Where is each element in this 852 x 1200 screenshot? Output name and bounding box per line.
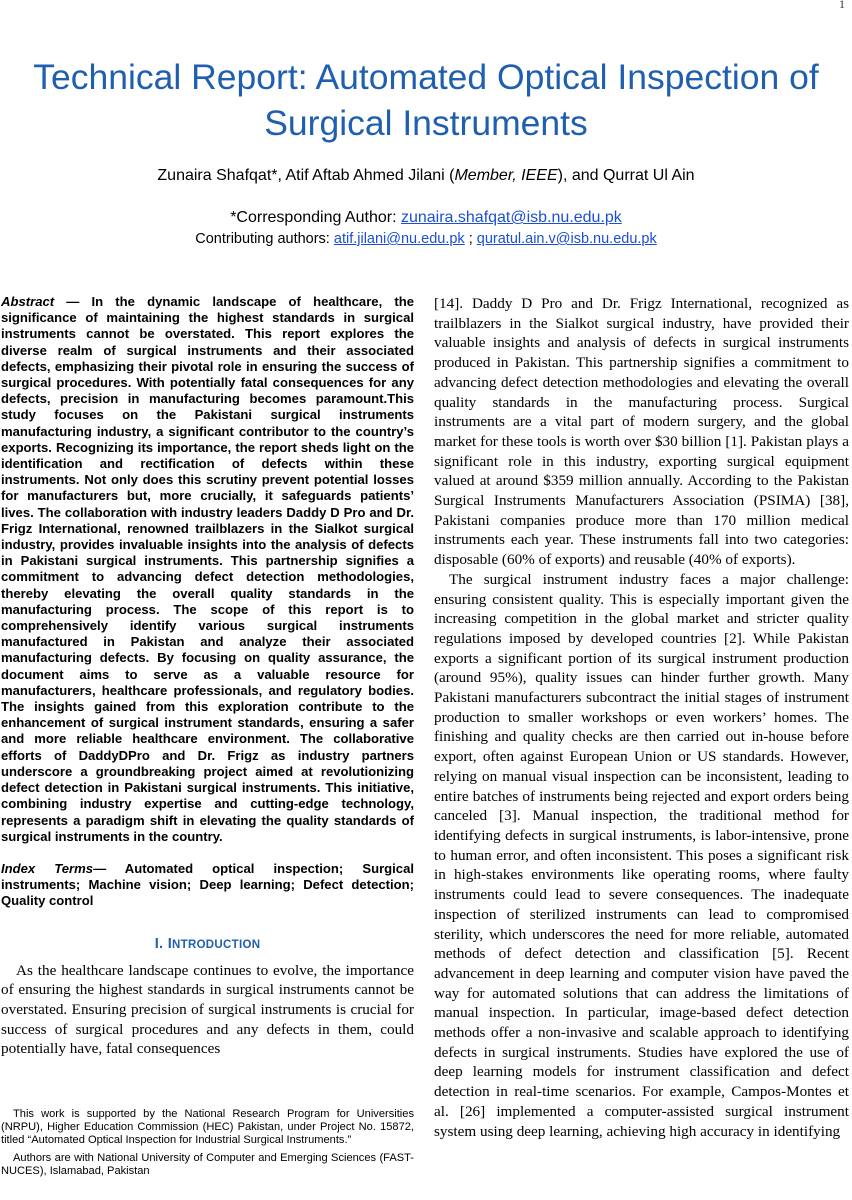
abstract: [1, 294, 414, 845]
contributing-email-link-1[interactable]: atif.jilani@nu.edu.pk: [333, 231, 465, 247]
page-number: 1: [839, 0, 845, 11]
author-affiliation: Member, IEEE: [454, 167, 558, 184]
email-separator: ;: [464, 231, 477, 247]
abstract-text: — In the dynamic landscape of healthcare, the significance of maintaining the highest standards in surgical instruments cannot be overstated. This report explores the diverse realm of surgical instruments and their associated defects, emphasizing their pivotal role in ensuring the success of surgical procedures. With potentially fatal consequences for any defects, precision in manufacturing becomes paramount.This study focuses on the Pakistani surgical instruments manufacturing industry, a significant contributor to the country’s exports. Recognizing its importance, the report sheds light on the identification and rectification of defects within these instruments. Not only does this scrutiny prevent potential losses for manufacturers but, more crucially, it safeguards patients’ lives. The collaboration with industry leaders Daddy D Pro and Dr. Frigz International, renowned trailblazers in the Sialkot surgical industry, provides invaluable insights into the analysis of defects in Pakistani surgical instruments. This partnership signifies a commitment to advancing defect detection methodologies, thereby elevating the overall quality standards in the manufacturing process. The scope of this report is to comprehensively identify various surgical instruments manufactured in Pakistan and analyze their associated manufacturing defects. By focusing on quality assurance, the document aims to serve as a valuable resource for manufacturers, healthcare professionals, and regulatory bodies. The insights gained from this exploration contribute to the enhancement of surgical instrument standards, ensuring a safer and more reliable healthcare environment. The collaborative efforts of DaddyDPro and Dr. Frigz as industry partners underscore a groundbreaking project aimed at revolutionizing defect detection in Pakistani surgical instruments. This initiative, combining industry expertise and cutting-edge technology, represents a paradigm shift in elevating the quality standards of surgical instruments in the country.: [1, 294, 414, 844]
section-heading-introduction: [1, 933, 414, 956]
body-paragraph: [14]. Daddy D Pro and Dr. Frigz International, recognized as trailblazers in the Sialkot surgical industry, have provided their valuable insights and analysis of defects in surgical instruments produced in Pakistan. This partnership signifies a commitment to advancing defect detection methodologies and elevating the overall quality standards in the manufacturing process. Surgical instruments are a vital part of modern surgery, and the global market for these tools is worth over $30 billion [1]. Pakistan plays a significant role in this industry, exporting surgical equipment valued at around $359 million annually. According to the Pakistan Surgical Instruments Manufacturers Association (PSIMA) [38], Pakistani companies produce more than 170 million medical instruments each year. These instruments fall into two categories: disposable (60% of exports) and reusable (40% of exports).: [434, 295, 849, 569]
funding-footnote: This work is supported by the National Research Program for Universities (NRPU), Higher Education Commission (HEC) Pakistan, under Project No. 15872, titled “Automated Optical Inspection for Industrial Surgical Instruments.”: [1, 1108, 414, 1147]
corresponding-author: [0, 207, 852, 229]
index-terms: [1, 861, 414, 910]
affiliation-footnote: Authors are with National University of Computer and Emerging Sciences (FAST-NUCES), Islamabad, Pakistan: [1, 1151, 414, 1177]
footnotes: [1, 1108, 414, 1182]
contributing-authors: [0, 229, 852, 249]
index-terms-label: Index Terms: [1, 860, 94, 876]
intro-paragraph: As the healthcare landscape continues to evolve, the importance of ensuring the highest standards in surgical instruments cannot be overstated. Ensuring precision of surgical instruments is crucial for success of surgical procedures and any defects in them, could potentially have, fatal consequences: [1, 961, 414, 1058]
index-terms-text: — Automated optical inspection; Surgical instruments; Machine vision; Deep learning; Defect detection; Quality control: [1, 860, 414, 909]
author-names-end: ), and Qurrat Ul Ain: [557, 167, 695, 184]
abstract-label: Abstract: [1, 294, 55, 309]
corresponding-label: *Corresponding Author:: [230, 209, 401, 226]
contributing-label: Contributing authors:: [195, 231, 334, 247]
section-number: I.: [154, 935, 168, 952]
right-column: [434, 294, 849, 1141]
paper-title: Technical Report: Automated Optical Inspection of Surgical Instruments: [33, 57, 819, 143]
author-names: Zunaira Shafqat*, Atif Aftab Ahmed Jilani (: [157, 167, 455, 184]
section-title-rest: NTRODUCTION: [172, 938, 261, 951]
left-column: [1, 294, 414, 1059]
contributing-email-link-2[interactable]: quratul.ain.v@isb.nu.edu.pk: [476, 231, 657, 247]
section-initial: I: [167, 935, 173, 952]
author-list: [0, 165, 852, 187]
body-paragraph: The surgical instrument industry faces a major challenge: ensuring consistent quality. This is especially important given the increasing competition in the global market and stricter quality regulations imposed by developed countries [2]. While Pakistan exports a significant portion of its surgical instrument production (around 95%), quality issues can hinder further growth. Many Pakistani manufacturers subcontract the initial stages of instrument production to smaller workshops or even workers’ homes. The finishing and quality checks are then carried out in-house before export, often against European Union or US standards. However, relying on manual visual inspection can be inconsistent, leading to entire batches of instruments being rejected and export orders being canceled [3]. Manual inspection, the traditional method for identifying defects in surgical instruments, is labor-intensive, prone to human error, and often inconsistent. This poses a significant risk in high-stakes environments like operating rooms, where faulty instruments could lead to severe consequences. The inadequate inspection of sterilized instruments can lead to compromised sterility, which underscores the need for more reliable, automated methods of defect detection and classification [5]. Recent advancement in deep learning and computer vision have paved the way for automated solutions that can address the limitations of manual inspection. In particular, image-based defect detection methods offer a non-invasive and scalable approach to identifying defects in surgical instruments. Studies have explored the use of deep learning models for instrument classification and defect detection in real-time scenarios. For example, Campos-Montes et al. [26] implemented a computer-assisted surgical instrument system using deep learning, achieving high accuracy in identifying: [434, 570, 849, 1140]
corresponding-email-link[interactable]: zunaira.shafqat@isb.nu.edu.pk: [400, 209, 622, 226]
